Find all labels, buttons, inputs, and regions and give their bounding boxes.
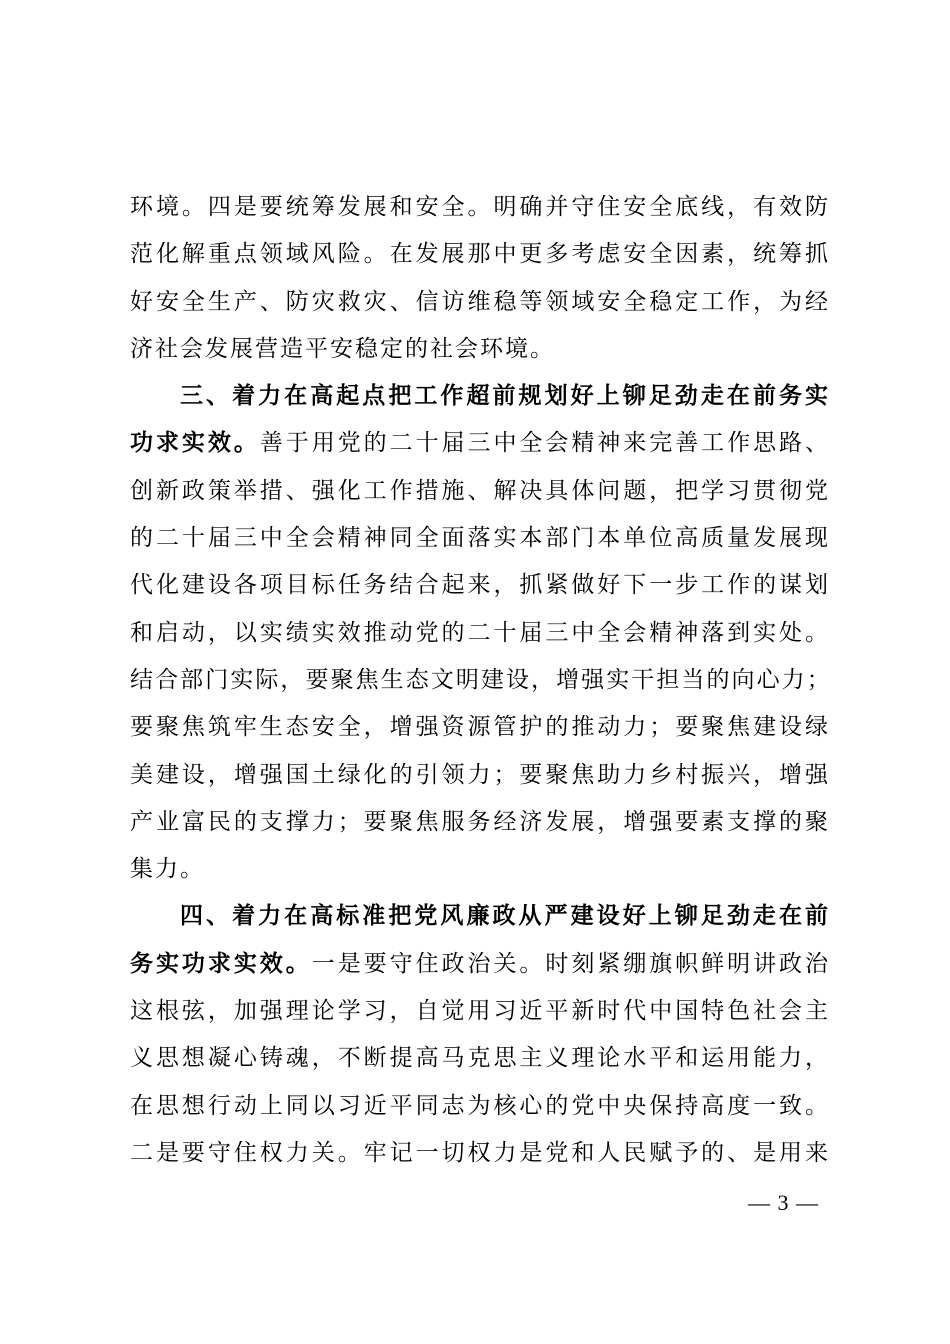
paragraph-2-line-3: 创新政策举措、强化工作措施、解决具体问题，把学习贯彻党 [130, 477, 830, 504]
paragraph-2-line-2-text: 善于用党的二十届三中全会精神来完善工作思路、 [259, 430, 831, 457]
paragraph-2-line-4: 的二十届三中全会精神同全面落实本部门本单位高质量发展现 [130, 525, 830, 552]
paragraph-1-line-3: 好安全生产、防灾救灾、信访维稳等领域安全稳定工作，为经 [130, 288, 830, 315]
section-3-heading: 三、着力在高起点把工作超前规划好上铆足劲走在前务实 [180, 383, 830, 410]
paragraph-2-line-6: 和启动，以实绩实效推动党的二十届三中全会精神落到实处。 [130, 619, 830, 646]
section-3-heading-end: 功求实效。 [130, 430, 260, 457]
paragraph-3-line-3: 这根弦，加强理论学习，自觉用习近平新时代中国特色社会主 [130, 998, 830, 1025]
paragraph-1-line-4: 济社会发展营造平安稳定的社会环境。 [130, 335, 555, 362]
paragraph-3-line-2 [130, 941, 830, 988]
paragraph-2-line-8: 要聚焦筑牢生态安全，增强资源管护的推动力；要聚焦建设绿 [130, 714, 830, 741]
paragraph-2-line-7: 结合部门实际，要聚焦生态文明建设，增强实干担当的向心力； [130, 666, 830, 693]
paragraph-2-line-11: 集力。 [130, 856, 205, 883]
paragraph-3-line-5: 在思想行动上同以习近平同志为核心的党中央保持高度一致。 [130, 1092, 830, 1119]
page-number: — 3 — [748, 1190, 819, 1215]
paragraph-3-line-2-text: 一是要守住政治关。时刻紧绷旗帜鲜明讲政治 [311, 950, 831, 977]
paragraph-2-line-10: 产业富民的支撑力；要聚焦服务经济发展，增强要素支撑的聚 [130, 808, 830, 835]
body-text [130, 184, 830, 1177]
paragraph-2-line-9: 美建设，增强国土绿化的引领力；要聚焦助力乡村振兴，增强 [130, 761, 830, 788]
paragraph-3-line-4: 义思想凝心铸魂，不断提高马克思主义理论水平和运用能力， [130, 1045, 830, 1072]
section-4-heading: 四、着力在高标准把党风廉政从严建设好上铆足劲走在前 [180, 903, 830, 930]
paragraph-3-line-6: 二是要守住权力关。牢记一切权力是党和人民赋予的、是用来 [130, 1139, 830, 1166]
paragraph-1-line-2: 范化解重点领域风险。在发展那中更多考虑安全因素，统筹抓 [130, 241, 830, 268]
paragraph-2-line-2 [130, 420, 830, 467]
paragraph-1-line-1: 环境。四是要统筹发展和安全。明确并守住安全底线，有效防 [130, 194, 830, 220]
paragraph-2-line-5: 代化建设各项目标任务结合起来，抓紧做好下一步工作的谋划 [130, 572, 830, 599]
section-4-heading-end: 务实功求实效。 [130, 950, 312, 977]
